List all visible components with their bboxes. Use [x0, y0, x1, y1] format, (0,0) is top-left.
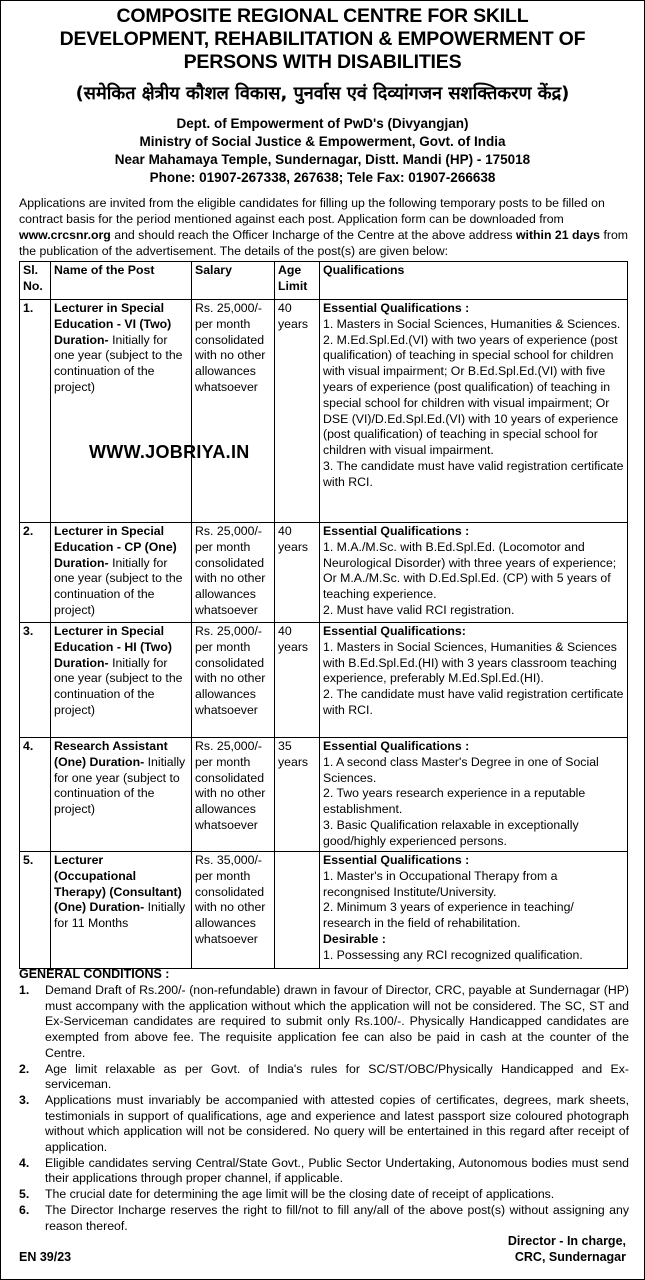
phone-line: Phone: 01907-267338, 267638; Tele Fax: 01907-266638 — [149, 170, 496, 185]
row-age — [275, 852, 320, 969]
row-salary: Rs. 25,000/- per month consolidated with no other allowances whatsoever — [192, 623, 275, 738]
conditions-list — [19, 983, 629, 1234]
condition-number: 5. — [19, 1187, 30, 1202]
condition-item — [19, 1156, 629, 1187]
condition-text: Demand Draft of Rs.200/- (non-refundable) drawn in favour of Director, CRC, payable at Sundernagar (HP) must accompany with the application without which the application will not be considered. The SC, ST and Ex-Serviceman candidates are required to submit only Rs.100/-. Physically Handicapped candidates are exempted from above fee. The requisite application fee can also be paid in cash at the counter of the Centre. — [45, 983, 629, 1060]
condition-item — [19, 983, 629, 1062]
table-row — [20, 738, 628, 852]
row-age: 35 years — [275, 738, 320, 852]
row-post — [51, 852, 192, 969]
condition-number: 6. — [19, 1202, 30, 1217]
row-age: 40 years — [275, 523, 320, 623]
table-header-row — [20, 262, 628, 300]
reference-number: EN 39/23 — [19, 1250, 72, 1264]
condition-number: 3. — [19, 1092, 30, 1107]
row-qualifications — [320, 852, 628, 969]
post-name: Lecturer in Special Education - CP (One) — [54, 524, 177, 554]
duration-text: Initially for one year (subject to the continuation of the project) — [54, 655, 183, 717]
duration-text: Initially for one year (subject to continuation of the project) — [54, 754, 186, 817]
row-sl-no: 1. — [20, 300, 51, 523]
duration-label: Duration- — [89, 754, 145, 769]
title-line-2: DEVELOPMENT, REHABILITATION & EMPOWERMENT OF — [59, 28, 586, 50]
row-post — [51, 300, 192, 523]
row-age: 40 years — [275, 300, 320, 523]
duration-text: Initially for one year (subject to the continuation of the project) — [54, 555, 183, 617]
row-qualifications — [320, 738, 628, 852]
condition-text: Eligible candidates serving Central/State Govt., Public Sector Undertaking, Autonomous bodies must send their applications through proper channel, if applicable. — [45, 1155, 629, 1186]
condition-text: The Director Incharge reserves the right to fill/not to fill any/all of the above post(s) without assigning any reason thereof. — [45, 1202, 629, 1233]
title-line-1: COMPOSITE REGIONAL CENTRE FOR SKILL — [116, 5, 529, 27]
desirable-item: 1. Possessing any RCI recognized qualification. — [323, 947, 583, 962]
row-sl-no: 4. — [20, 738, 51, 852]
condition-number: 4. — [19, 1155, 30, 1170]
duration-label: Duration- — [54, 332, 109, 347]
qual-heading: Essential Qualifications : — [323, 739, 470, 753]
qual-item: 1. Masters in Social Sciences, Humanities & Sciences with B.Ed.Spl.Ed.(HI) with 3 years classroom teaching experience, preferably M.Ed.Spl.Ed.(HI). — [323, 639, 617, 686]
row-post — [51, 623, 192, 738]
intro-text-2: and should reach the Officer Incharge of the Centre at the above address — [114, 228, 513, 242]
qual-item: 2. The candidate must have valid registration certificate with RCI. — [323, 687, 624, 717]
duration-text: Initially for one year (subject to the continuation of the project) — [54, 332, 183, 394]
qual-item: 2. Minimum 3 years of experience in teaching/ research in the field of rehabilitation. — [323, 900, 574, 931]
condition-text: The crucial date for determining the age limit will be the closing date of receipt of applications. — [45, 1187, 555, 1202]
qual-item: 1. M.A./M.Sc. with B.Ed.Spl.Ed. (Locomotor and Neurological Disorder) with three years of experience; Or M.A./M.Sc. with D.Ed.Spl.Ed. (CP) with 5 years of teaching experience. — [323, 539, 617, 602]
department-line: Dept. of Empowerment of PwD's (Divyangjan) — [176, 116, 469, 131]
conditions-title: GENERAL CONDITIONS : — [19, 967, 170, 981]
condition-item — [19, 1093, 629, 1156]
row-sl-no: 5. — [20, 852, 51, 969]
qual-item: 3. The candidate must have valid registration certificate with RCI. — [323, 458, 624, 489]
row-post — [51, 738, 192, 852]
title-line-3: PERSONS WITH DISABILITIES — [183, 51, 462, 73]
row-age: 40 years — [275, 623, 320, 738]
qual-heading: Essential Qualifications : — [323, 853, 470, 867]
condition-text: Applications must invariably be accompanied with attested copies of certificates, degrees, mark sheets, testimonials in support of qualifications, age and experience and latest passport size coloured photograph without which application will not be considered. No query will be entertained in this regard after receipt of application. — [45, 1092, 629, 1155]
intro-text-3: from the publication of the advertisement. The details of the post(s) are given below: — [19, 228, 629, 258]
row-post — [51, 523, 192, 623]
condition-item — [19, 1187, 629, 1203]
row-salary: Rs. 25,000/- per month consolidated with no other allowances whatsoever — [192, 738, 275, 852]
table-row — [20, 852, 628, 969]
table-row — [20, 523, 628, 623]
row-salary: Rs. 25,000/- per month consolidated with no other allowances whatsoever — [192, 523, 275, 623]
table-row — [20, 300, 628, 523]
signature-line-2: CRC, Sundernagar — [514, 1250, 626, 1264]
intro-text-1: Applications are invited from the eligible candidates for filling up the following temporary posts to be filled on contract basis for the period mentioned against each post. Application form can be downloaded from — [19, 196, 605, 226]
desirable-heading: Desirable : — [323, 931, 386, 946]
ministry-line: Ministry of Social Justice & Empowerment, Govt. of India — [139, 134, 506, 149]
qual-heading: Essential Qualifications : — [323, 301, 470, 315]
row-qualifications — [320, 623, 628, 738]
page-title — [1, 5, 644, 74]
header-salary: Salary — [192, 262, 275, 300]
qual-item: 1. A second class Master's Degree in one of Social Sciences. — [323, 754, 599, 785]
post-name: Lecturer (Occupational Therapy) (Consultant) (One) — [54, 853, 182, 915]
hindi-title: (समेकित क्षेत्रीय कौशल विकास, पुनर्वास एवं दिव्यांगजन सशक्तिकरण केंद्र) — [75, 83, 570, 104]
qual-item: 1. Master's in Occupational Therapy from a recongnised Institute/University. — [323, 868, 558, 899]
row-qualifications — [320, 523, 628, 623]
qual-item: 3. Basic Qualification relaxable in exceptionally good/highly experienced persons. — [323, 817, 579, 848]
deadline-text: within 21 days — [515, 228, 601, 242]
condition-number: 2. — [19, 1061, 30, 1076]
qual-item: 2. Must have valid RCI registration. — [323, 602, 515, 617]
duration-label: Duration- — [54, 555, 109, 570]
row-sl-no: 2. — [20, 523, 51, 623]
qual-heading: Essential Qualifications: — [323, 624, 466, 638]
condition-item — [19, 1062, 629, 1093]
watermark-text: WWW.JOBRIYA.IN — [89, 442, 250, 462]
duration-label: Duration- — [54, 655, 109, 670]
website-link[interactable]: www.crcsnr.org — [19, 228, 111, 242]
duration-label: Duration- — [89, 900, 145, 915]
post-name: Lecturer in Special Education - VI (Two) — [54, 301, 172, 331]
condition-text: Age limit relaxable as per Govt. of India's rules for SC/ST/OBC/Physically Handicapped and Ex-serviceman. — [45, 1061, 629, 1092]
post-name: Research Assistant (One) — [54, 739, 168, 769]
signature-line-1: Director - In charge, — [507, 1234, 626, 1248]
row-sl-no: 3. — [20, 623, 51, 738]
header-age-limit: Age Limit — [275, 262, 320, 300]
qual-item: 2. Two years research experience in a reputable establishment. — [323, 786, 586, 817]
condition-number: 1. — [19, 983, 30, 997]
address-line: Near Mahamaya Temple, Sundernagar, Distt. Mandi (HP) - 175018 — [114, 152, 531, 167]
condition-item — [19, 1203, 629, 1234]
table-row — [20, 623, 628, 738]
signature-block — [508, 1233, 626, 1265]
qual-item: 2. M.Ed.Spl.Ed.(VI) with two years of experience (post qualification) of teaching in special school for children with visual impairment; Or B.Ed.Spl.Ed.(VI) with five years of experience (post qualification) of teaching in special school for children with visual impairment; Or DSE (VI)/D.Ed.Spl.Ed.(VI) with 10 years of experience (post qualification) of teaching in special school for children with visual impairment. — [323, 332, 619, 458]
header-post-name: Name of the Post — [51, 262, 192, 300]
row-salary: Rs. 25,000/- per month consolidated with no other allowances whatsoever — [192, 300, 275, 523]
qual-item: 1. Masters in Social Sciences, Humanities & Sciences. — [323, 316, 621, 331]
post-name: Lecturer in Special Education - HI (Two) — [54, 624, 172, 654]
qual-heading: Essential Qualifications : — [323, 524, 470, 538]
intro-paragraph — [19, 195, 629, 259]
header-qualifications: Qualifications — [320, 262, 628, 300]
header-sl-no: Sl. No. — [20, 262, 51, 300]
duration-text: Initially for 11 Months — [54, 900, 186, 931]
row-salary: Rs. 35,000/- per month consolidated with no other allowances whatsoever — [192, 852, 275, 969]
row-qualifications — [320, 300, 628, 523]
posts-table — [19, 261, 628, 969]
